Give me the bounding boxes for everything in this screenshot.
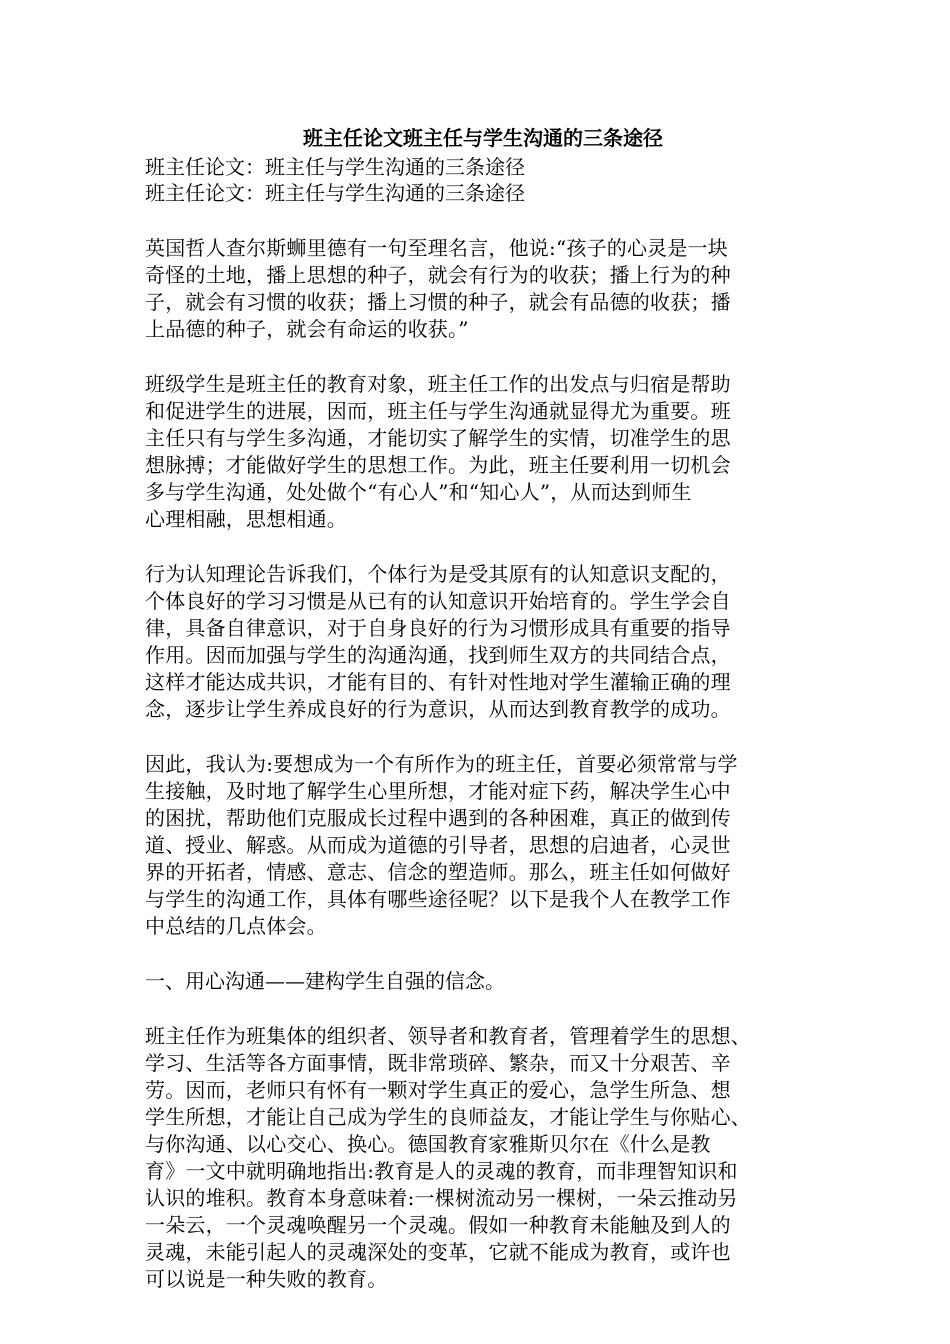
paragraph-line: 主任只有与学生多沟通，才能切实了解学生的实情，切准学生的思 [145, 426, 731, 450]
paragraph-line: 奇怪的土地，播上思想的种子，就会有行为的收获；播上行为的种 [145, 263, 731, 287]
paragraph-line: 心理相融，思想相通。 [145, 507, 347, 531]
paragraph-line: 上品德的种子，就会有命运的收获。” [145, 317, 469, 341]
paragraph-line: 律，具备自律意识，对于自身良好的行为习惯形成具有重要的指导 [145, 616, 731, 640]
paragraph-line: 子，就会有习惯的收获；播上习惯的种子，就会有品德的收获；播 [145, 290, 731, 314]
subtitle-block [145, 154, 815, 206]
paragraph-line: 学习、生活等各方面事情，既非常琐碎、繁杂，而又十分艰苦、辛 [145, 1051, 731, 1075]
paragraph-section-one [145, 1023, 815, 1293]
document-subtitle: 班主任论文：班主任与学生沟通的三条途径 [145, 181, 525, 205]
paragraph-line: 道、授业、解惑。从而成为道德的引导者，思想的启迪者，心灵世 [145, 833, 731, 857]
paragraph-line: 一朵云，一个灵魂唤醒另一个灵魂。假如一种教育未能触及到人的 [145, 1213, 731, 1237]
paragraph-line: 个体良好的学习习惯是从已有的认知意识开始培育的。学生学会自 [145, 589, 731, 613]
paragraph-line: 学生所想，才能让自己成为学生的良师益友，才能让学生与你贴心、 [145, 1105, 751, 1129]
paragraph-cognition [145, 561, 815, 723]
paragraph-line: 班级学生是班主任的教育对象，班主任工作的出发点与归宿是帮助 [145, 372, 731, 396]
paragraph-line: 与学生的沟通工作，具体有哪些途径呢？以下是我个人在教学工作 [145, 887, 731, 911]
paragraph-approach [145, 751, 815, 940]
document-page [145, 122, 815, 1321]
paragraph-line: 灵魂，未能引起人的灵魂深处的变革，它就不能成为教育，或许也 [145, 1240, 731, 1264]
paragraph-line: 可以说是一种失败的教育。 [145, 1267, 388, 1291]
paragraph-line: 育》一文中就明确地指出:教育是人的灵魂的教育，而非理智知识和 [145, 1159, 738, 1183]
paragraph-line: 的困扰，帮助他们克服成长过程中遇到的各种困难，真正的做到传 [145, 806, 731, 830]
paragraph-line: 班主任作为班集体的组织者、领导者和教育者，管理着学生的思想、 [145, 1024, 751, 1048]
paragraph-line: 念，逐步让学生养成良好的行为意识，从而达到教育教学的成功。 [145, 697, 731, 721]
paragraph-line: 想脉搏；才能做好学生的思想工作。为此，班主任要利用一切机会 [145, 453, 731, 477]
paragraph-line: 行为认知理论告诉我们，个体行为是受其原有的认知意识支配的， [145, 562, 731, 586]
paragraph-importance [145, 371, 815, 533]
paragraph-line: 中总结的几点体会。 [145, 914, 327, 938]
paragraph-line: 认识的堆积。教育本身意味着:一棵树流动另一棵树，一朵云推动另 [145, 1186, 738, 1210]
paragraph-line: 多与学生沟通，处处做个“有心人”和“知心人”，从而达到师生 [145, 480, 692, 504]
paragraph-line: 生接触，及时地了解学生心里所想，才能对症下药，解决学生心中 [145, 779, 731, 803]
document-subtitle: 班主任论文：班主任与学生沟通的三条途径 [145, 155, 525, 179]
paragraph-line: 英国哲人查尔斯蛳里德有一句至理名言，他说:“孩子的心灵是一块 [145, 236, 728, 260]
paragraph-line: 与你沟通、以心交心、换心。德国教育家雅斯贝尔在《什么是教 [145, 1132, 711, 1156]
paragraph-line: 这样才能达成共识，才能有目的、有针对性地对学生灌输正确的理 [145, 670, 731, 694]
paragraph-line: 因此，我认为:要想成为一个有所作为的班主任，首要必须常常与学 [145, 752, 738, 776]
paragraph-line: 劳。因而，老师只有怀有一颗对学生真正的爱心，急学生所急、想 [145, 1078, 731, 1102]
paragraph-line: 作用。因而加强与学生的沟通沟通，找到师生双方的共同结合点， [145, 643, 731, 667]
paragraph-line: 界的开拓者，情感、意志、信念的塑造师。那么，班主任如何做好 [145, 860, 731, 884]
paragraph-line: 和促进学生的进展，因而，班主任与学生沟通就显得尤为重要。班 [145, 399, 731, 423]
paragraph-quote [145, 235, 815, 343]
section-heading: 一、用心沟通——建构学生自强的信念。 [145, 969, 505, 993]
document-title: 班主任论文班主任与学生沟通的三条途径 [303, 126, 663, 150]
